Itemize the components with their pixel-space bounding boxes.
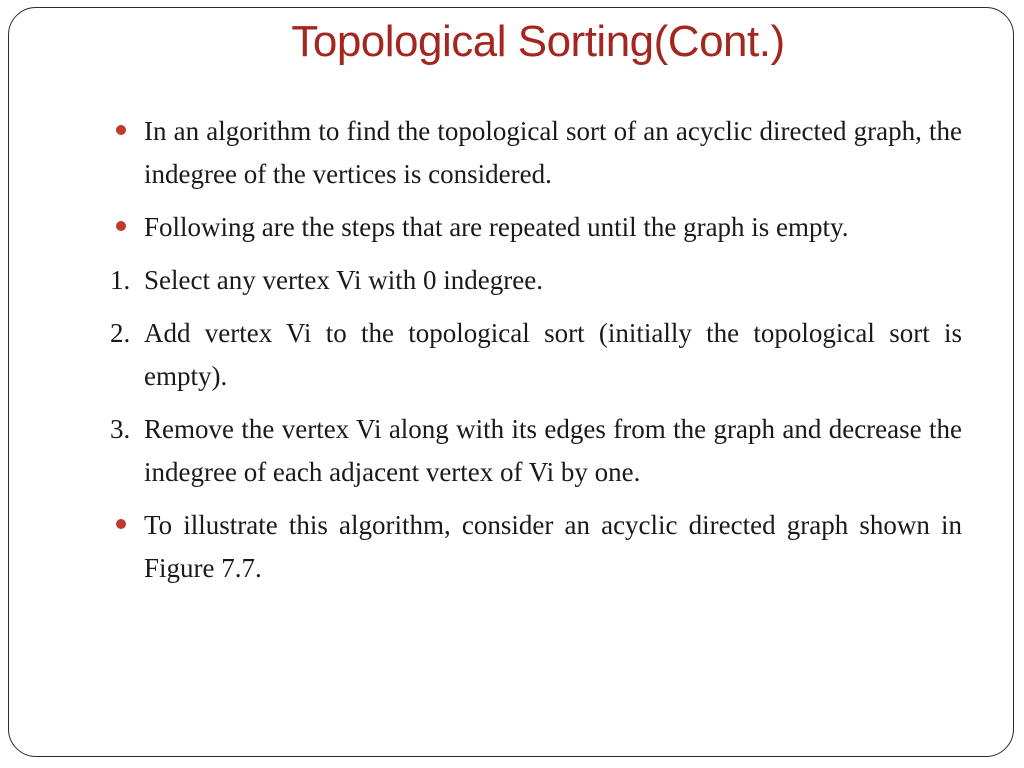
step-item bbox=[110, 259, 962, 302]
bullet-item bbox=[110, 110, 962, 196]
bullet-dot-icon bbox=[116, 125, 126, 135]
bullet-text: To illustrate this algorithm, consider an acyclic directed graph shown in Figure 7.7. bbox=[144, 510, 962, 583]
step-text: Add vertex Vi to the topological sort (initially the topological sort is empty). bbox=[144, 318, 962, 391]
step-text: Remove the vertex Vi along with its edges from the graph and decrease the indegree of each adjacent vertex of Vi by one. bbox=[144, 414, 962, 487]
step-item bbox=[110, 312, 962, 398]
bullet-item bbox=[110, 206, 962, 249]
step-number: 2. bbox=[110, 318, 131, 348]
bullet-dot-icon bbox=[116, 519, 126, 529]
slide-body bbox=[110, 110, 962, 600]
step-text: Select any vertex Vi with 0 indegree. bbox=[144, 265, 544, 295]
bullet-dot-icon bbox=[116, 221, 126, 231]
bullet-text: Following are the steps that are repeated until the graph is empty. bbox=[144, 212, 849, 242]
step-item bbox=[110, 408, 962, 494]
bullet-text: In an algorithm to find the topological sort of an acyclic directed graph, the indegree of the vertices is considered. bbox=[144, 116, 962, 189]
slide-title: Topological Sorting(Cont.) bbox=[291, 17, 785, 66]
bullet-item bbox=[110, 504, 962, 590]
step-number: 3. bbox=[110, 414, 131, 444]
step-number: 1. bbox=[110, 265, 131, 295]
